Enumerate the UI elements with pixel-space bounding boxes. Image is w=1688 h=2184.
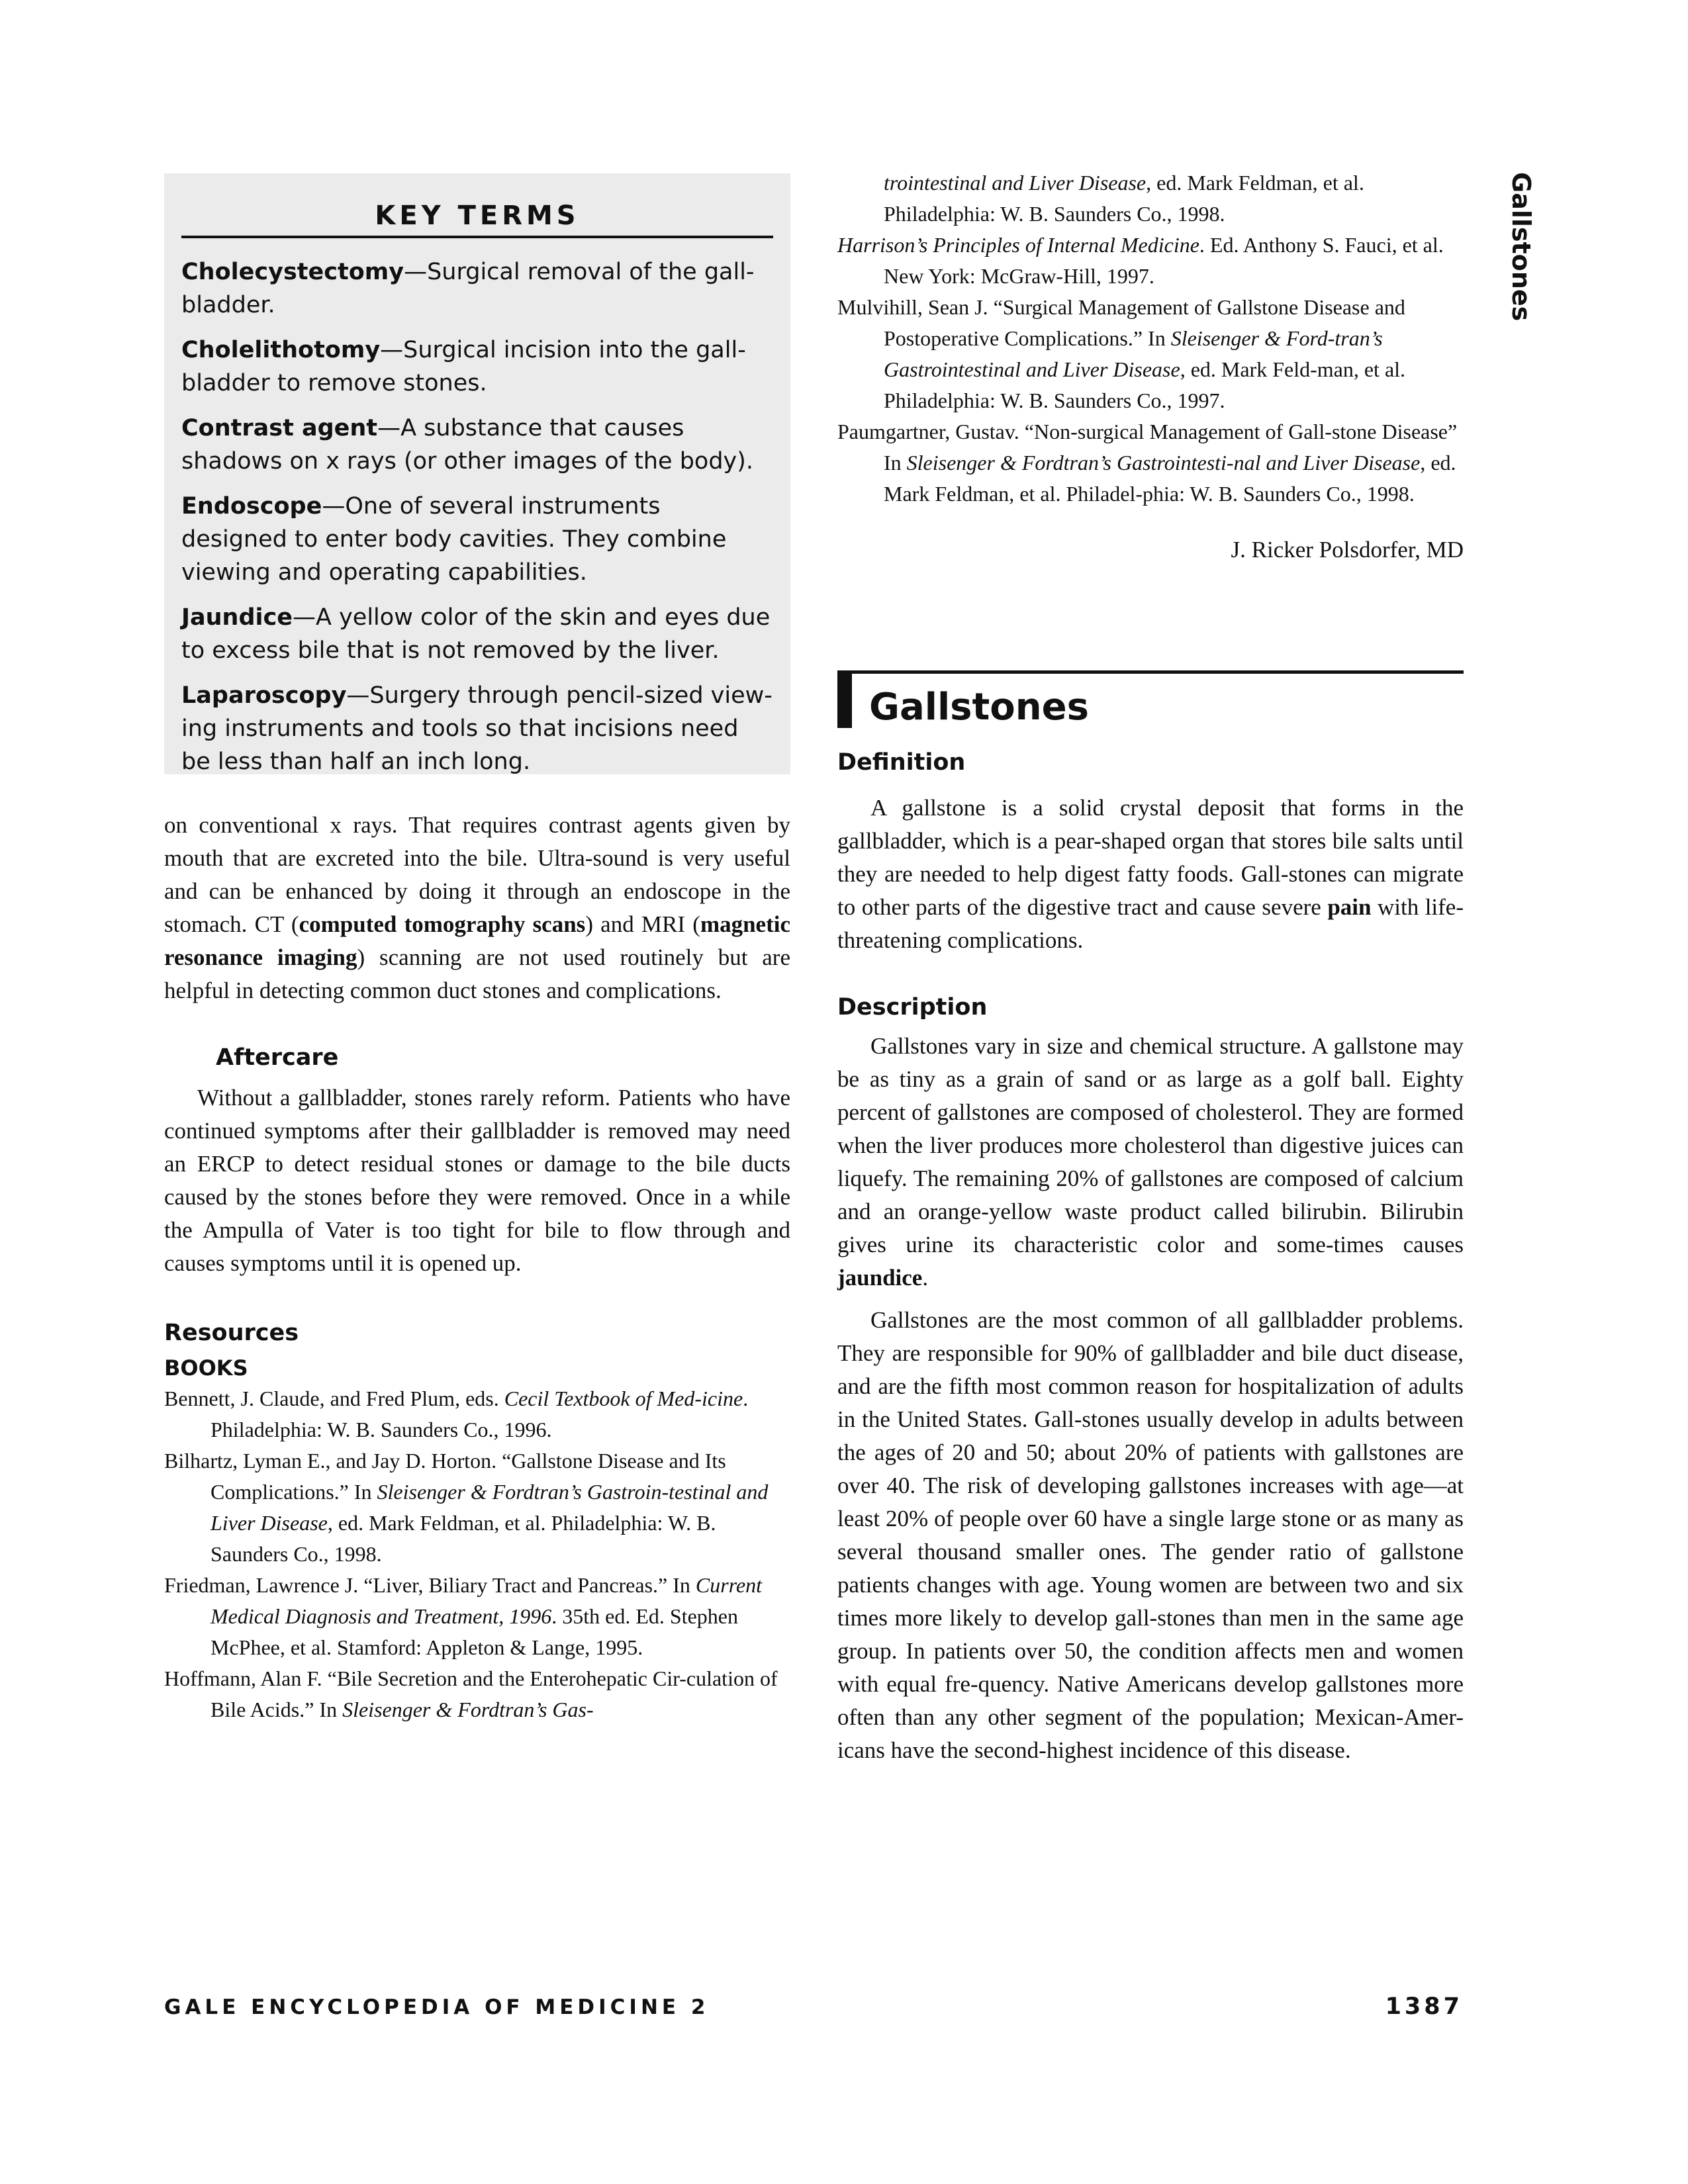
- italic-title: Harrison’s Principles of Internal Medicine: [837, 233, 1199, 257]
- reference-item: [837, 416, 1464, 510]
- reference-item: [164, 1445, 790, 1570]
- text-run: . Ed. Anthony S. Fauci, et al. New York: McGraw-Hill, 1997.: [884, 233, 1444, 288]
- aftercare-paragraph: Without a gallbladder, stones rarely reform. Patients who have continued symptoms after their gallbladder is removed may need an ERCP to detect residual stones or damage to the bile ducts caused by the stones before they were removed. Once in a while the Ampulla of Vater is too tight for bile to flow through and causes symptoms until it is opened up.: [164, 1085, 790, 1276]
- article-title: Gallstones: [869, 686, 1089, 729]
- text-run: , ed. Mark Feld-man, et al. Philadelphia: W. B. Saunders Co., 1997.: [884, 357, 1406, 412]
- key-term-definition: —One of several instruments designed to enter body cavities. They combine viewing and operating capabilities.: [181, 493, 727, 586]
- aftercare-heading: Aftercare: [216, 1044, 339, 1071]
- resources-heading: Resources: [164, 1320, 299, 1346]
- text-run: . 35th ed. Ed. Stephen McPhee, et al. Stamford: Appleton & Lange, 1995.: [211, 1604, 738, 1659]
- body-paragraph: [164, 809, 790, 1007]
- reference-item-continued: [837, 167, 1464, 230]
- italic-title: Cecil Textbook of Med-icine: [504, 1387, 743, 1410]
- key-term-entry: [181, 601, 773, 667]
- text-run: Hoffmann, Alan F. “Bile Secretion and the Enterohepatic Cir-culation of Bile Acids.” In: [164, 1666, 778, 1721]
- reference-item: [164, 1663, 790, 1725]
- italic-title: Sleisenger & Fordtran’s Gastrointesti-nal and Liver Disease: [906, 451, 1421, 475]
- key-term: Cholecystectomy: [181, 259, 404, 285]
- key-term-definition: —Surgery through pencil-sized view-ing instruments and tools so that incisions need be less than half an inch long.: [181, 682, 773, 775]
- left-column: [164, 173, 790, 1725]
- bold-term: magnetic resonance imaging: [164, 911, 791, 970]
- running-head-vertical: [1503, 172, 1542, 322]
- text-run: .: [922, 1265, 929, 1291]
- right-column: [837, 167, 1464, 1767]
- text-run: Gallstones vary in size and chemical structure. A gallstone may be as tiny as a grain of sand or as large as a golf ball. Eighty percent of gallstones are composed of cholesterol. They are formed when the liver produces more cholesterol than digestive juices can liquefy. The remaining 20% of gallstones are composed of calcium and an orange-yellow waste product called bilirubin. Bilirubin gives urine its characteristic color and some-times causes: [837, 1033, 1464, 1257]
- article-marker-bar: [837, 674, 852, 728]
- text-run: with life-threatening complications.: [837, 894, 1464, 953]
- page-number: 1387: [1385, 1993, 1463, 2020]
- key-term-entry: [181, 334, 773, 400]
- reference-item: [164, 1383, 790, 1445]
- running-head-text: Gallstones: [1507, 172, 1536, 322]
- text-run: , ed. Mark Feldman, et al. Philadelphia: W. B. Saunders Co., 1998.: [884, 171, 1364, 226]
- bold-term: computed tomography scans: [299, 911, 586, 937]
- key-term-entry: [181, 679, 773, 778]
- bold-term: jaundice: [837, 1265, 923, 1291]
- footer-publication: GALE ENCYCLOPEDIA OF MEDICINE 2: [164, 1995, 710, 2019]
- description-paragraph: [837, 1030, 1464, 1295]
- reference-item: [164, 1570, 790, 1663]
- key-term-entry: [181, 412, 773, 478]
- bold-term: pain: [1327, 894, 1372, 920]
- definition-heading: Definition: [837, 749, 966, 776]
- key-term-definition: —Surgical removal of the gall-bladder.: [181, 259, 755, 318]
- reference-item: [837, 292, 1464, 416]
- definition-paragraph: [837, 792, 1464, 957]
- key-term-entry: [181, 255, 773, 322]
- key-term-definition: —Surgical incision into the gall-bladder to remove stones.: [181, 337, 746, 396]
- key-terms-box: [164, 173, 790, 774]
- text-run: Bilhartz, Lyman E., and Jay D. Horton. “Gallstone Disease and Its Complications.” In: [164, 1449, 726, 1504]
- italic-title: trointestinal and Liver Disease: [884, 171, 1147, 195]
- key-term-definition: —A yellow color of the skin and eyes due to excess bile that is not removed by the liver.: [181, 604, 771, 664]
- key-term: Contrast agent: [181, 415, 378, 441]
- reference-item: [837, 230, 1464, 292]
- books-subheading: BOOKS: [164, 1355, 248, 1381]
- text-run: Paumgartner, Gustav. “Non-surgical Management of Gall-stone Disease” In: [837, 420, 1458, 475]
- text-run: Mulvihill, Sean J. “Surgical Management of Gallstone Disease and Postoperative Complications.” In: [837, 295, 1405, 350]
- key-term: Endoscope: [181, 493, 322, 520]
- key-term-definition: —A substance that causes shadows on x rays (or other images of the body).: [181, 415, 754, 475]
- text-run: . Philadelphia: W. B. Saunders Co., 1996.: [211, 1387, 749, 1441]
- key-terms-title: KEY TERMS: [181, 199, 773, 238]
- description-paragraph: Gallstones are the most common of all gallbladder problems. They are responsible for 90% of gallbladder and bile duct disease, and are the fifth most common reason for hospitalization of adults in the United States. Gall-stones usually develop in adults between the ages of 20 and 50; about 20% of patients with gallstones are over 40. The risk of developing gallstones increases with age—at least 20% of people over 60 have a single large stone or as many as several thousand smaller ones. The gender ratio of gallstone patients changes with age. Young women are between two and six times more likely to develop gall-stones than men in the same age group. In patients over 50, the condition affects men and women with equal fre-quency. Native Americans develop gallstones more often than any other segment of the population; Mexican-Amer-icans have the second-highest incidence of this disease.: [837, 1307, 1464, 1763]
- description-heading: Description: [837, 994, 988, 1021]
- text-run: A gallstone is a solid crystal deposit that forms in the gallbladder, which is a pear-shaped organ that stores bile salts until they are needed to help digest fatty foods. Gall-stones can migrate to other parts of the digestive tract and cause severe: [837, 795, 1464, 920]
- text-run: , ed. Mark Feldman, et al. Philadelphia: W. B. Saunders Co., 1998.: [211, 1511, 716, 1566]
- text-run: , ed. Mark Feldman, et al. Philadel-phia: W. B. Saunders Co., 1998.: [884, 451, 1456, 506]
- text-run: Bennett, J. Claude, and Fred Plum, eds.: [164, 1387, 504, 1410]
- key-term: Cholelithotomy: [181, 337, 381, 363]
- author-signature: J. Ricker Polsdorfer, MD: [1231, 537, 1464, 563]
- article-header: [837, 670, 1464, 740]
- text-run: ) and MRI (: [585, 911, 700, 937]
- text-run: on conventional x rays. That requires contrast agents given by mouth that are excreted into the bile. Ultra-sound is very useful and can be enhanced by doing it through an endoscope in the stomach. CT (: [164, 812, 790, 937]
- italic-title: Current Medical Diagnosis and Treatment, 1996: [211, 1573, 763, 1628]
- italic-title: Sleisenger & Fordtran’s Gas-: [342, 1698, 594, 1721]
- key-term-entry: [181, 490, 773, 589]
- key-term: Laparoscopy: [181, 682, 347, 709]
- text-run: ) scanning are not used routinely but are helpful in detecting common duct stones and complications.: [164, 944, 790, 1003]
- italic-title: Sleisenger & Fordtran’s Gastroin-testinal and Liver Disease: [211, 1480, 769, 1535]
- key-term: Jaundice: [181, 604, 293, 631]
- text-run: Friedman, Lawrence J. “Liver, Biliary Tract and Pancreas.” In: [164, 1573, 696, 1597]
- italic-title: Sleisenger & Ford-tran’s Gastrointestinal and Liver Disease: [884, 326, 1383, 381]
